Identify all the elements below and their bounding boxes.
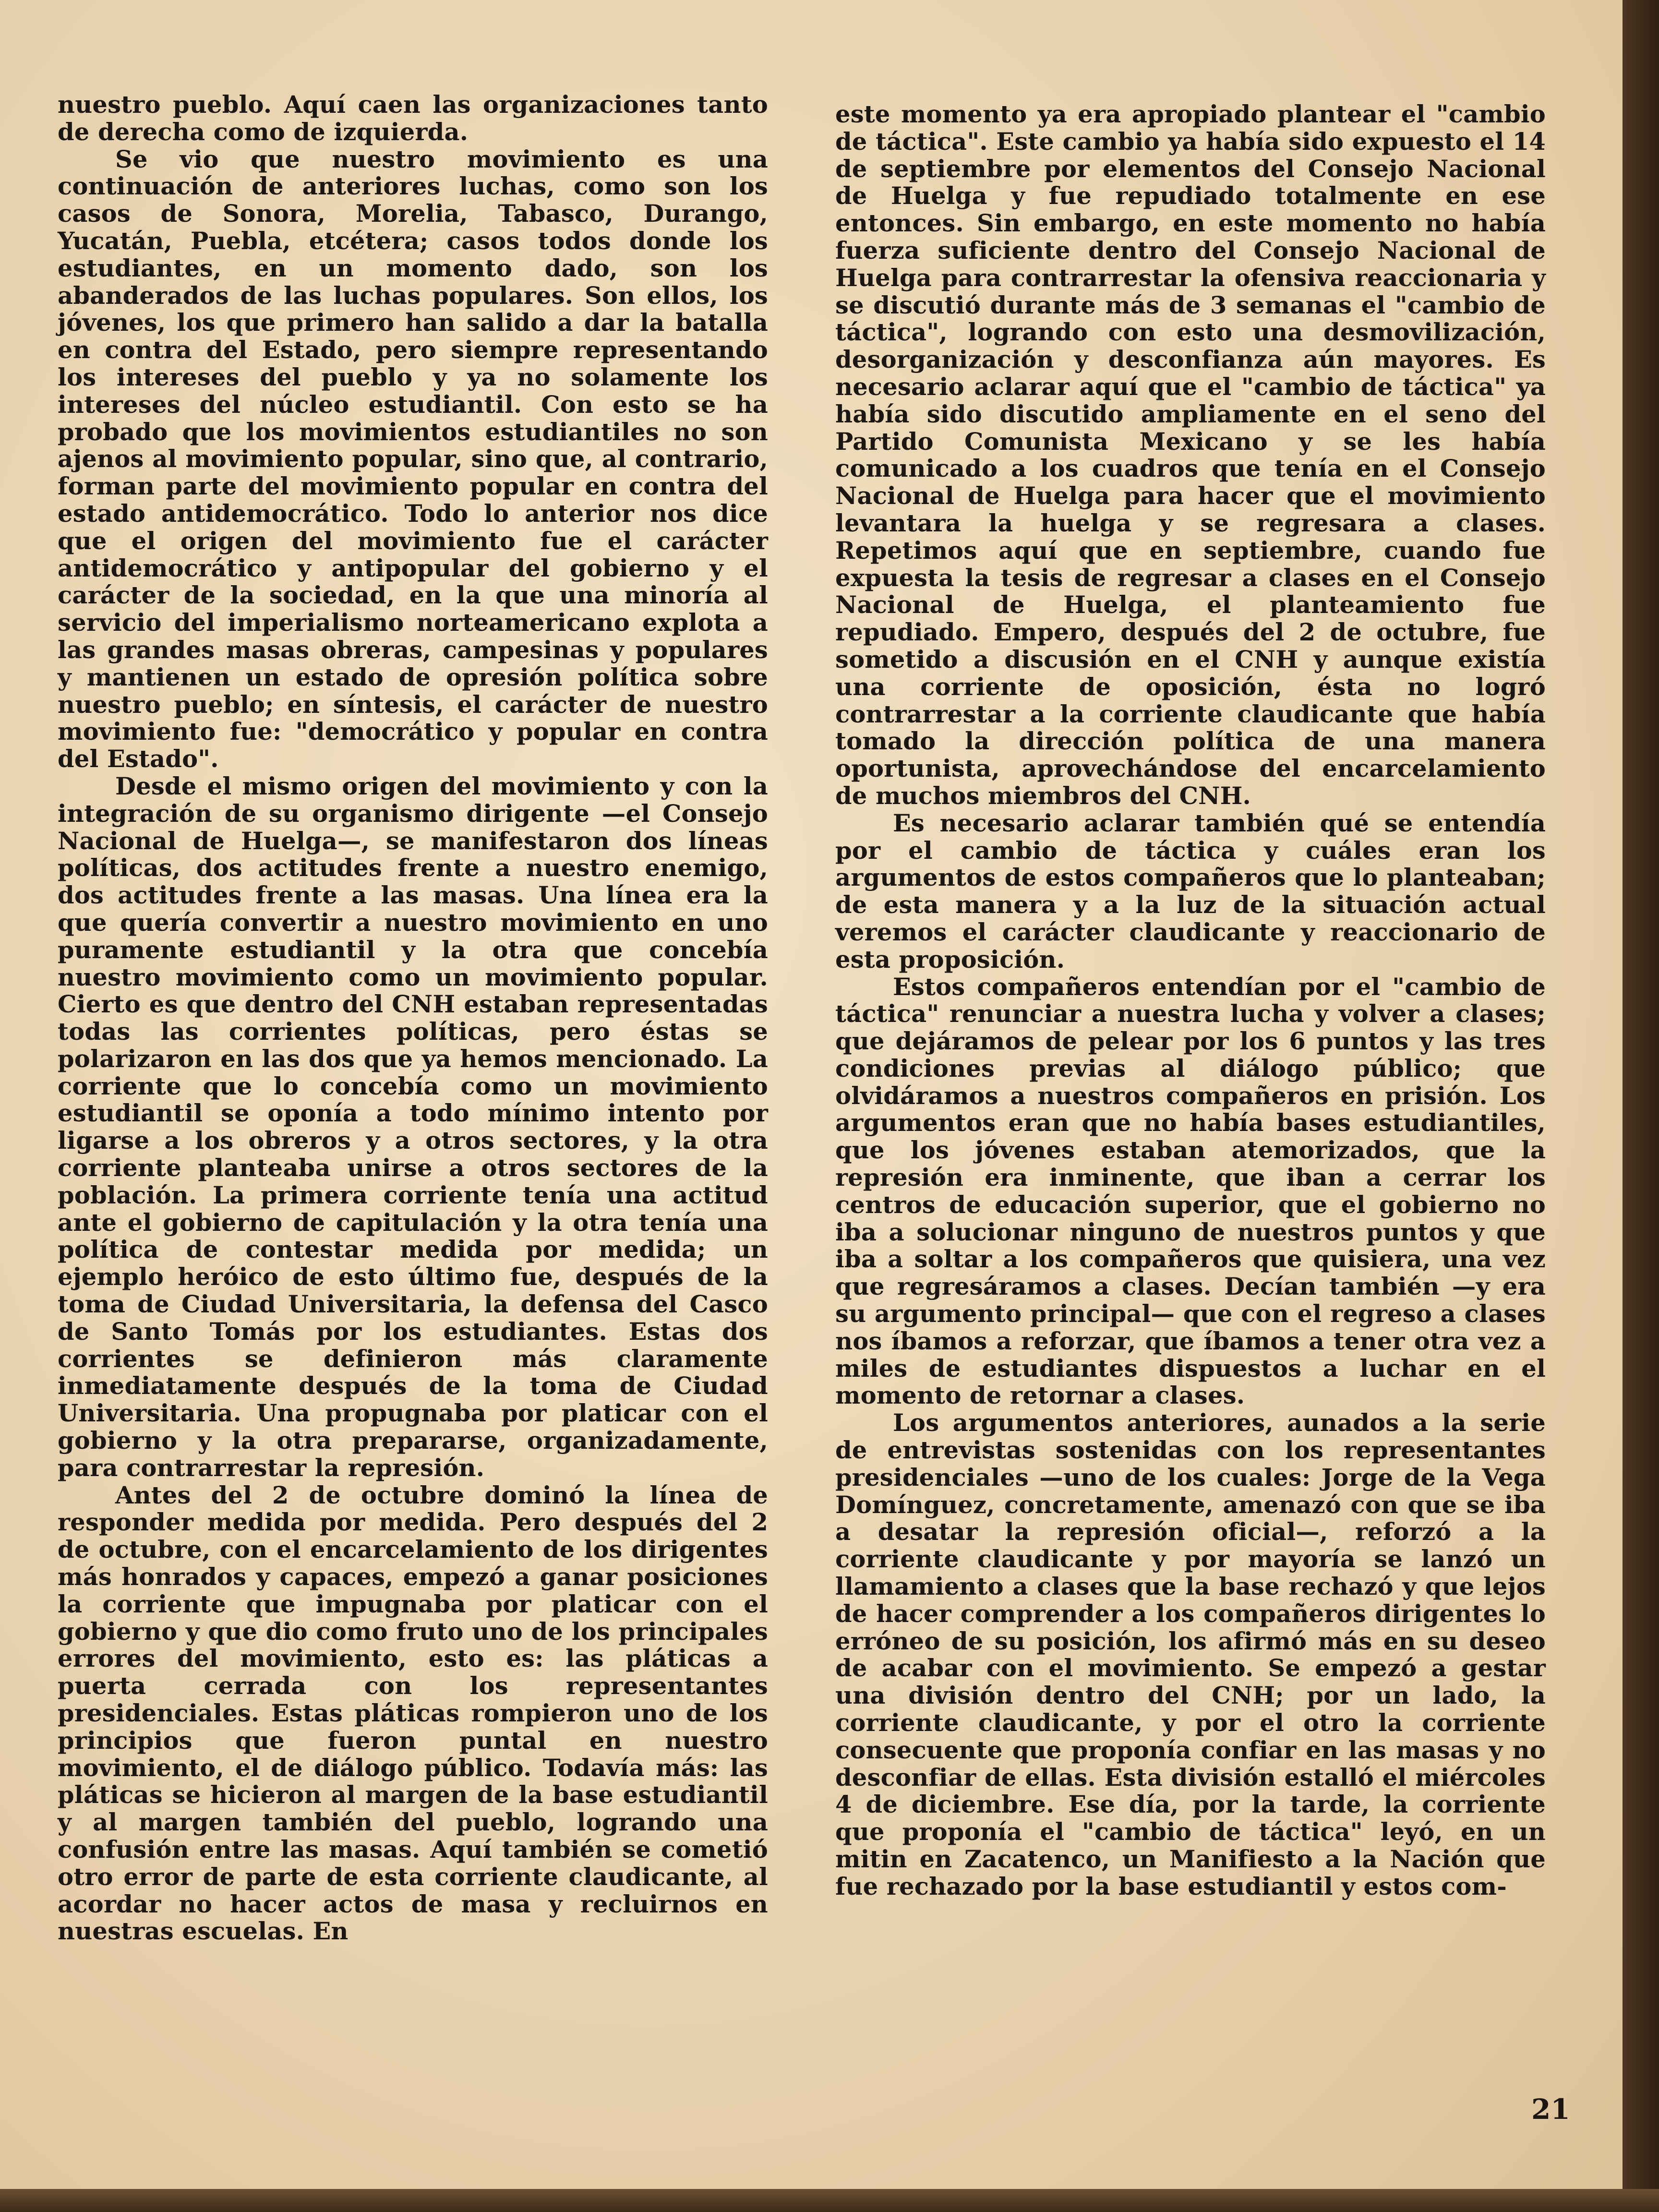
paragraph: nuestro pueblo. Aquí caen las organizaciones tanto de derecha como de izquierda. [58, 91, 768, 146]
paragraph: Se vio que nuestro movimiento es una continuación de anteriores luchas, como son los casos de Sonora, Morelia, Tabasco, Durango, Yucatán, Puebla, etcétera; casos todos donde los estudiantes, en un momento dado, son los abanderados de las luchas populares. Son ellos, los jóvenes, los que primero han salido a dar la batalla en contra del Estado, pero siempre representando los intereses del pueblo y ya no solamente los intereses del núcleo estudiantil. Con esto se ha probado que los movimientos estudiantiles no son ajenos al movimiento popular, sino que, al contrario, forman parte del movimiento popular en contra del estado antidemocrático. Todo lo anterior nos dice que el origen del movimiento fue el carácter antidemocrático y antipopular del gobierno y el carácter de la sociedad, en la que una minoría al servicio del imperialismo norteamericano explota a las grandes masas obreras, campesinas y populares y mantienen un estado de opresión política sobre nuestro pueblo; en síntesis, el carácter de nuestro movimiento fue: "democrático y popular en contra del Estado". [58, 145, 768, 773]
paragraph: Los argumentos anteriores, aunados a la serie de entrevistas sostenidas con los representantes presidenciales —uno de los cuales: Jorge de la Vega Domínguez, concretamente, amenazó con que se iba a desatar la represión oficial—, reforzó a la corriente claudicante y por mayoría se lanzó un llamamiento a clases que la base rechazó y que lejos de hacer comprender a los compañeros dirigentes lo erróneo de su posición, los afirmó más en su deseo de acabar con el movimiento. Se empezó a gestar una división dentro del CNH; por un lado, la corriente claudicante, y por el otro la corriente consecuente que proponía confiar en las masas y no desconfiar de ellas. Esta división estalló el miércoles 4 de diciembre. Ese día, por la tarde, la corriente que proponía el "cambio de táctica" leyó, en un mitin en Zacatenco, un Manifiesto a la Nación que fue rechazado por la base estudiantil y estos com- [835, 1409, 1546, 1900]
paragraph: Antes del 2 de octubre dominó la línea de responder medida por medida. Pero después del 2 de octubre, con el encarcelamiento de los dirigentes más honrados y capaces, empezó a ganar posiciones la corriente que impugnaba por platicar con el gobierno y que dio como fruto uno de los principales errores del movimiento, esto es: las pláticas a puerta cerrada con los representantes presidenciales. Estas pláticas rompieron uno de los principios que fueron puntal en nuestro movimiento, el de diálogo público. Todavía más: las pláticas se hicieron al margen de la base estudiantil y al margen también del pueblo, logrando una confusión entre las masas. Aquí también se cometió otro error de parte de esta corriente claudicante, al acordar no hacer actos de masa y recluirnos en nuestras escuelas. En [58, 1481, 768, 1946]
background-edge-bottom [0, 2189, 1659, 2212]
left-text-column [58, 91, 768, 1945]
right-text-column [835, 101, 1546, 1900]
paragraph: Es necesario aclarar también qué se entendía por el cambio de táctica y cuáles eran los argumentos de estos compañeros que lo planteaban; de esta manera y a la luz de la situación actual veremos el carácter claudicante y reaccionario de esta proposición. [835, 809, 1546, 974]
paragraph: Estos compañeros entendían por el "cambio de táctica" renunciar a nuestra lucha y volver a clases; que dejáramos de pelear por los 6 puntos y las tres condiciones previas al diálogo público; que olvidáramos a nuestros compañeros en prisión. Los argumentos eran que no había bases estudiantiles, que los jóvenes estaban atemorizados, que la represión era inminente, que iban a cerrar los centros de educación superior, que el gobierno no iba a solucionar ninguno de nuestros puntos y que iba a soltar a los compañeros que quisiera, una vez que regresáramos a clases. Decían también —y era su argumento principal— que con el regreso a clases nos íbamos a reforzar, que íbamos a tener otra vez a miles de estudiantes dispuestos a luchar en el momento de retornar a clases. [835, 973, 1546, 1410]
background-edge [1623, 0, 1659, 2212]
paragraph: este momento ya era apropiado plantear el "cambio de táctica". Este cambio ya había sido expuesto el 14 de septiembre por elementos del Consejo Nacional de Huelga y fue repudiado totalmente en ese entonces. Sin embargo, en este momento no había fuerza suficiente dentro del Consejo Nacional de Huelga para contrarrestar la ofensiva reaccionaria y se discutió durante más de 3 semanas el "cambio de táctica", logrando con esto una desmovilización, desorganización y desconfianza aún mayores. Es necesario aclarar aquí que el "cambio de táctica" ya había sido discutido ampliamente en el seno del Partido Comunista Mexicano y se les había comunicado a los cuadros que tenía en el Consejo Nacional de Huelga para hacer que el movimiento levantara la huelga y se regresara a clases. Repetimos aquí que en septiembre, cuando fue expuesta la tesis de regresar a clases en el Consejo Nacional de Huelga, el planteamiento fue repudiado. Empero, después del 2 de octubre, fue sometido a discusión en el CNH y aunque existía una corriente de oposición, ésta no logró contrarrestar a la corriente claudicante que había tomado la dirección política de una manera oportunista, aprovechándose del encarcelamiento de muchos miembros del CNH. [835, 100, 1546, 810]
page-number: 21 [1531, 2093, 1570, 2126]
paragraph: Desde el mismo origen del movimiento y con la integración de su organismo dirigente —el Consejo Nacional de Huelga—, se manifestaron dos líneas políticas, dos actitudes frente a nuestro enemigo, dos actitudes frente a las masas. Una línea era la que quería convertir a nuestro movimiento en uno puramente estudiantil y la otra que concebía nuestro movimiento como un movimiento popular. Cierto es que dentro del CNH estaban representadas todas las corrientes políticas, pero éstas se polarizaron en las dos que ya hemos mencionado. La corriente que lo concebía como un movimiento estudiantil se oponía a todo mínimo intento por ligarse a los obreros y a otros sectores, y la otra corriente planteaba unirse a otros sectores de la población. La primera corriente tenía una actitud ante el gobierno de capitulación y la otra tenía una política de contestar medida por medida; un ejemplo heróico de esto último fue, después de la toma de Ciudad Universitaria, la defensa del Casco de Santo Tomás por los estudiantes. Estas dos corrientes se definieron más claramente inmediatamente después de la toma de Ciudad Universitaria. Una propugnaba por platicar con el gobierno y la otra prepararse, organizadamente, para contrarrestar la represión. [58, 772, 768, 1482]
